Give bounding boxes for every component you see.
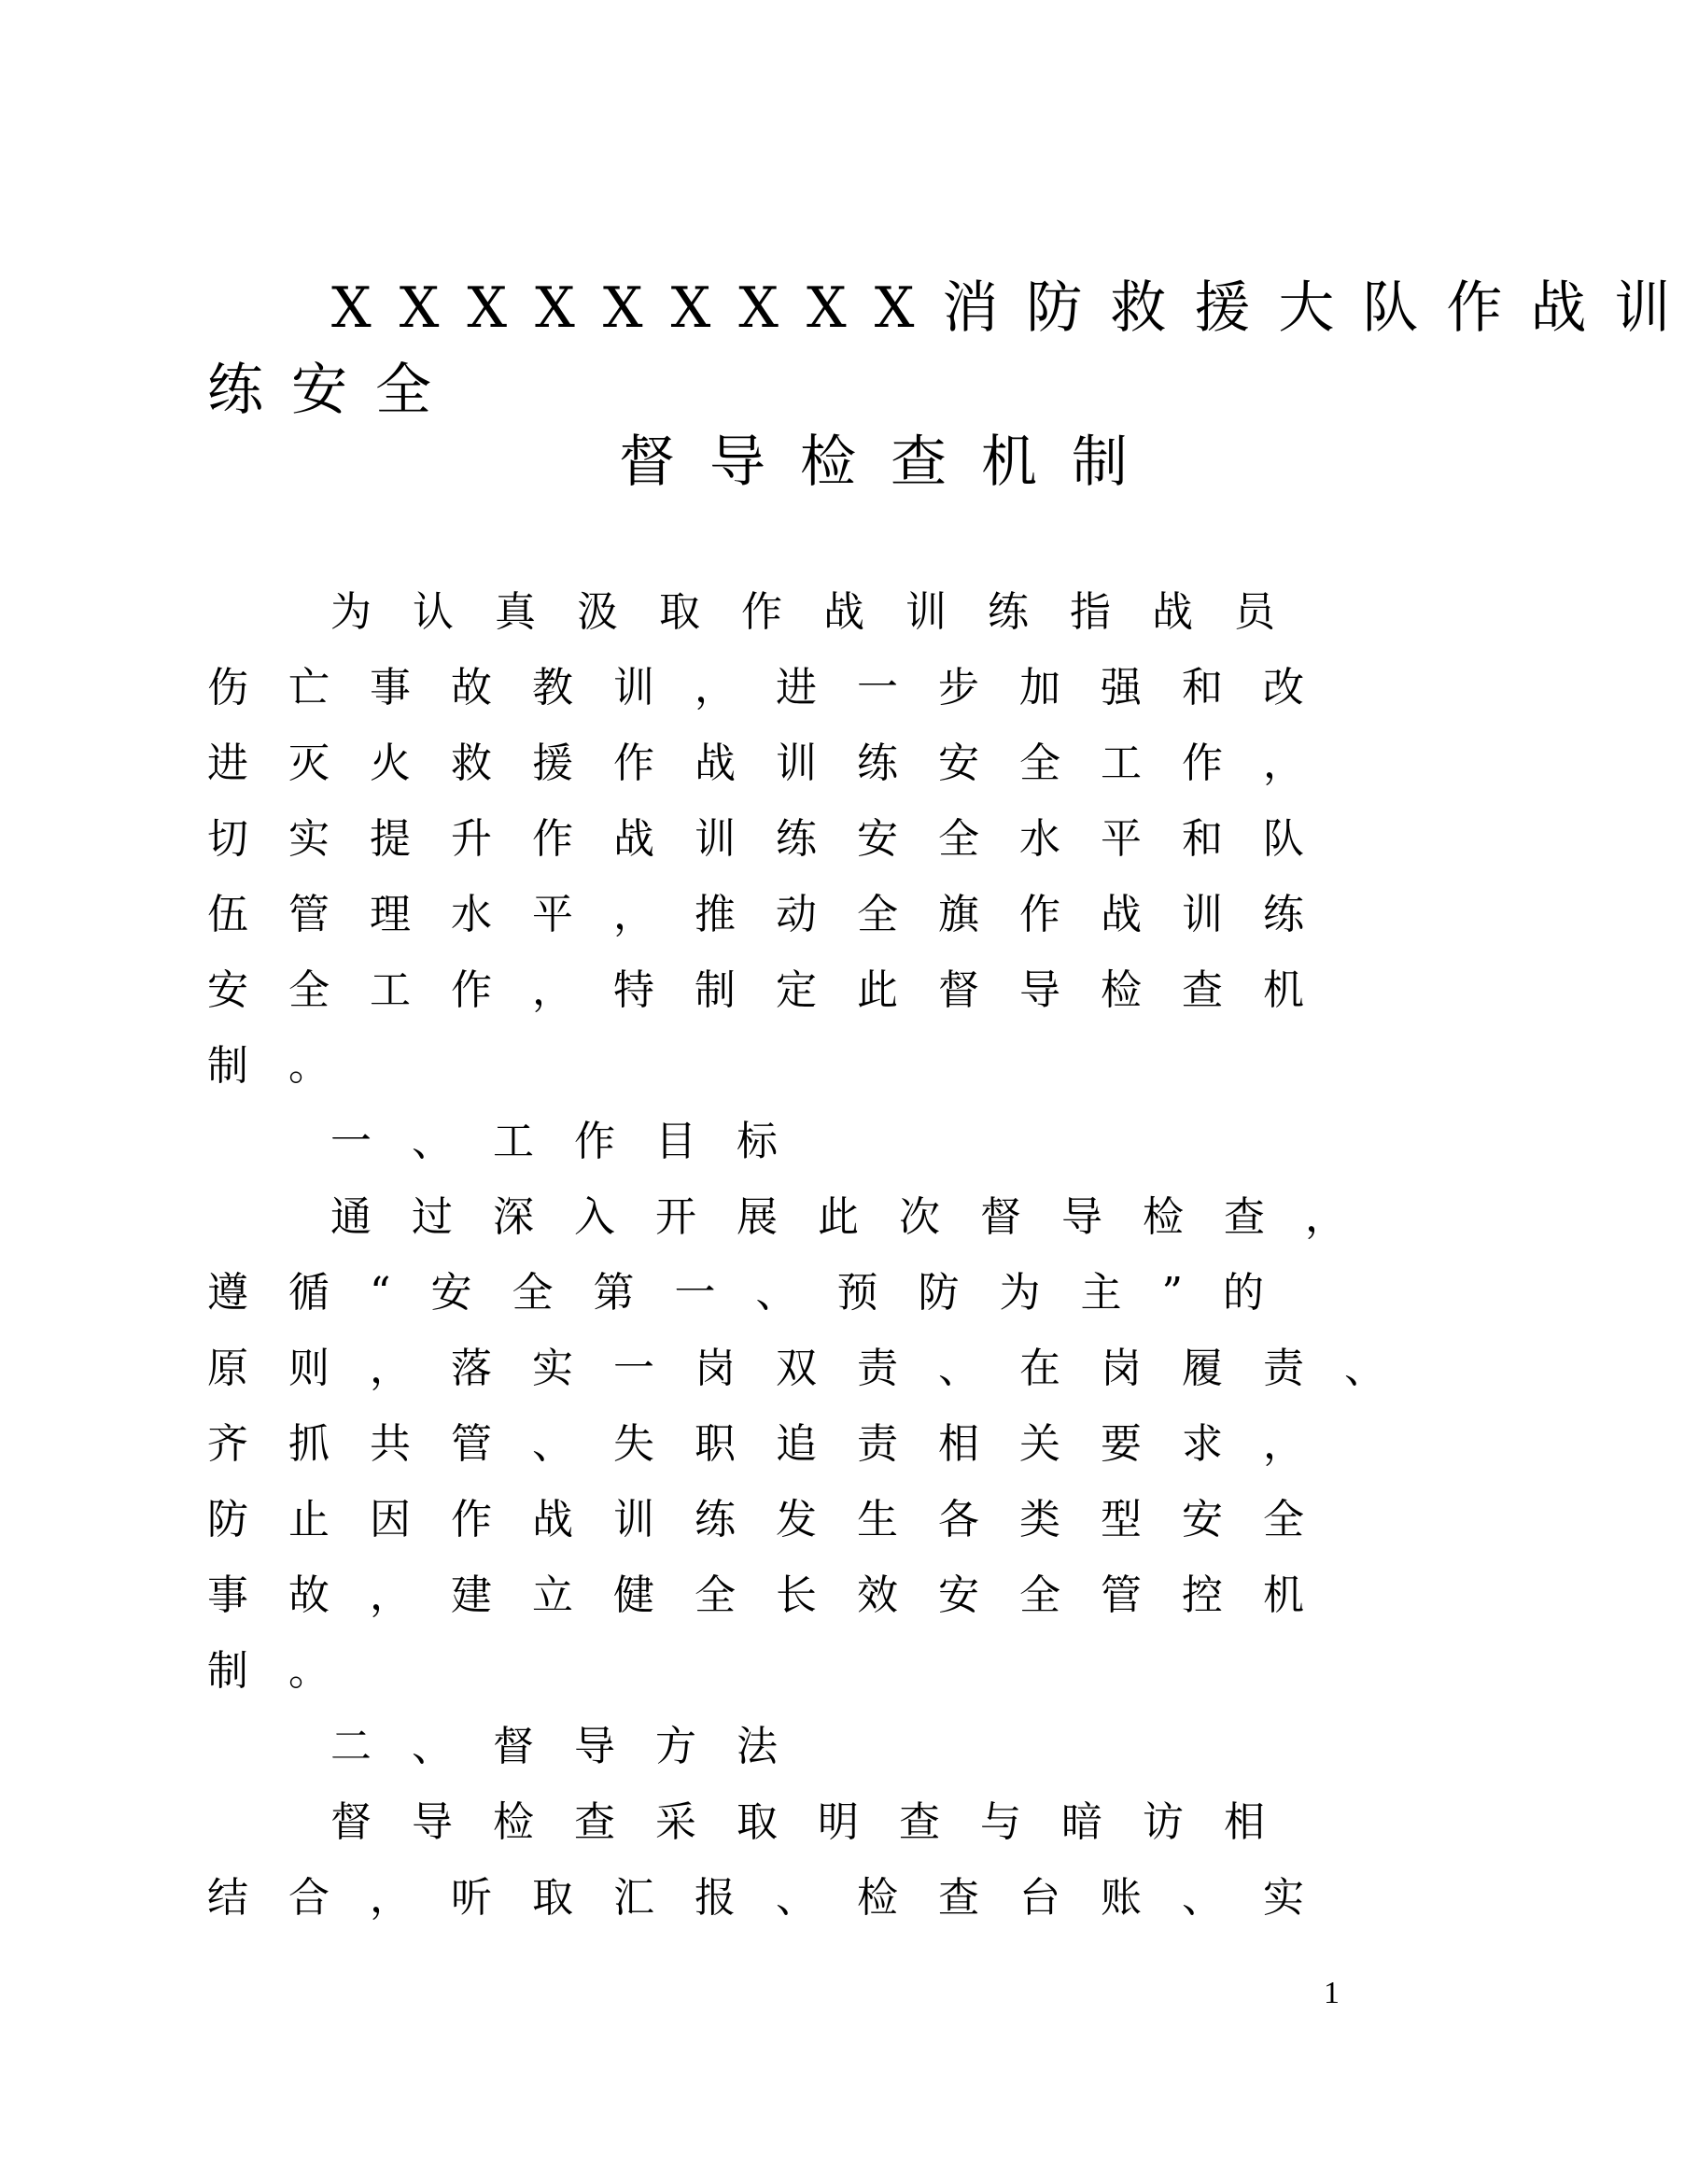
title-line-2: 练安全 [207, 358, 459, 423]
body-line-5: 伍管理水平，推动全旗作战训练 [207, 891, 1344, 938]
body-line-11: 原则，落实一岗双责、在岗履责、 [207, 1345, 1425, 1392]
body-line-4: 切实提升作战训练安全水平和队 [207, 815, 1344, 863]
body-line-17: 督导检查采取明查与暗访相 [330, 1798, 1305, 1846]
body-line-1: 为认真汲取作战训练指战员 [330, 588, 1316, 636]
body-line-9: 通过深入开展此次督导检查， [330, 1193, 1386, 1241]
body-line-15: 制。 [207, 1647, 370, 1695]
body-line-6: 安全工作，特制定此督导检查机 [207, 966, 1344, 1014]
body-line-10: 遵循“安全第一、预防为主”的 [207, 1269, 1304, 1317]
section-heading-2: 二、督导方法 [330, 1723, 818, 1770]
body-line-3: 进灭火救援作战训练安全工作， [207, 740, 1344, 787]
section-heading-1: 一、工作目标 [330, 1118, 818, 1165]
page-number: 1 [1324, 1976, 1340, 2010]
body-line-18: 结合，听取汇报、检查台账、实 [207, 1874, 1344, 1922]
body-line-7: 制。 [207, 1042, 370, 1090]
body-line-13: 防止因作战训练发生各类型安全 [207, 1496, 1344, 1543]
title-line-3: 督导检查机制 [619, 430, 1162, 495]
title-line-1: XXXXXXXXX消防救援大队作战训 [331, 275, 1698, 341]
body-line-12: 齐抓共管、失职追责相关要求， [207, 1420, 1344, 1468]
body-line-2: 伤亡事故教训，进一步加强和改 [207, 664, 1344, 712]
body-line-14: 事故，建立健全长效安全管控机 [207, 1571, 1344, 1619]
